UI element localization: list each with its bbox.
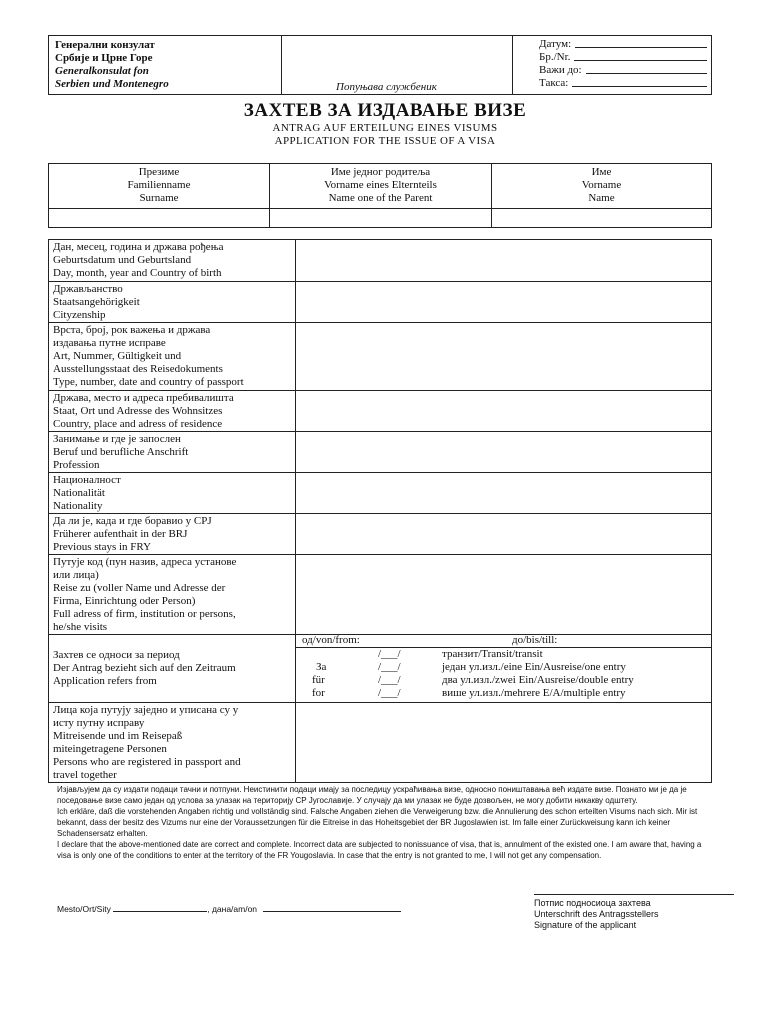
period-row-label [49,635,296,703]
row-label-line: Држављанство [53,283,123,295]
transit-option[interactable]: транзит/Transit/transit [442,648,543,660]
period-options [296,635,712,703]
visiting-row-label [49,555,296,635]
one-entry-option[interactable]: један ул.изл./eine Ein/Ausreise/one entry [442,661,626,673]
row-label-line: или лица) [53,569,99,581]
double-entry-option[interactable]: два ул.изл./zwei Ein/Ausreise/double entry [442,674,634,686]
surname-label-sr: Презиме [138,166,180,178]
profession-input[interactable] [296,432,712,473]
date-mark[interactable]: /___/ [378,674,401,686]
form-title: ЗАХТЕВ ЗА ИЗДАВАЊЕ ВИЗЕ [243,100,527,121]
multiple-entry-option[interactable]: више ул.изл./mehrere E/A/multiple entry [442,687,626,699]
surname-input[interactable] [49,209,270,228]
parent-name-label-en: Name one of the Parent [328,192,433,204]
passport-input[interactable] [296,323,712,391]
parent-name-header [270,164,492,209]
row-label-line: Früherer aufenthait in der BRJ [53,528,188,540]
row-label-line: miteingetragene Personen [53,743,167,755]
declaration-text [57,784,713,861]
signature-line[interactable] [534,894,734,895]
first-name-input[interactable] [492,209,712,228]
row-label-line: Захтев се односи за период [53,649,180,661]
surname-label-de: Familienname [127,179,191,191]
row-label-line: Да ли је, када и где боравио у СРЈ [53,515,212,527]
row-label-line: Mitreisende und im Reisepaß [53,730,183,742]
row-label-line: Cityzenship [53,309,106,321]
surname-label-en: Surname [139,192,179,204]
row-label-line: Држава, место и адреса пребивалишта [53,392,234,404]
parent-name-input[interactable] [270,209,492,228]
nationality-row-label [49,473,296,514]
citizenship-input[interactable] [296,282,712,323]
from-label: од/von/from: [302,634,360,646]
companions-row-label [49,703,296,783]
birth-input[interactable] [296,240,712,282]
row-label-line: Persons who are registered in passport and [53,756,241,768]
visiting-input[interactable] [296,555,712,635]
for-label: für [312,674,325,686]
first-name-label-sr: Име [591,166,612,178]
consulate-line: Generalkonsulat fon [55,65,149,77]
date-mark[interactable]: /___/ [378,687,401,699]
consulate-line: Србије и Црне Горе [55,52,153,64]
names-table [48,163,712,228]
row-label-line: издавања путне исправе [53,337,166,349]
row-label-line: Profession [53,459,100,471]
birth-row-label [49,240,296,282]
signature-label-de: Unterschrift des Antragsstellers [534,909,659,919]
for-label: for [312,687,325,699]
row-label-line: Country, place and adress of residence [53,418,223,430]
row-label-line: Путује код (пун назив, адреса установе [53,556,237,568]
valid-until-label: Важи до: [539,64,582,76]
fee-label: Такса: [539,77,569,89]
date-input[interactable] [263,902,401,912]
row-label-line: Занимање и где је запослен [53,433,181,445]
row-label-line: Reise zu (voller Name und Adresse der [53,582,226,594]
citizenship-row-label [49,282,296,323]
row-label-line: Previous stays in FRY [53,541,152,553]
row-label-line: Geburtsdatum und Geburtsland [53,254,192,266]
date-field-label: Датум: [539,38,572,50]
header-box [48,35,712,95]
row-label-line: Der Antrag bezieht sich auf den Zeitraum [53,662,236,674]
passport-row-label [49,323,296,391]
row-label-line: Application refers from [53,675,157,687]
row-label-line: Day, month, year and Country of birth [53,267,222,279]
declaration-english: I declare that the above-mentioned date are correct and complete. Incorrect data are subjected to nonissuance of visa, that is, annulment of the existed one. I am aware that, having a visa is only one of the conditions to enter at the territory of the FR Yougoslavia. In case that the entry is not granted to me, I will not get any compensation. [57,840,702,860]
row-label-line: Art, Nummer, Gültigkeit und [53,350,182,362]
place-input[interactable] [113,902,207,912]
official-use-note: Попуњава службеник [336,81,437,93]
companions-input[interactable] [296,703,712,783]
first-name-label-en: Name [588,192,615,204]
previous-stays-row-label [49,514,296,555]
row-label-line: Дан, месец, година и држава рођења [53,241,224,253]
number-field-label: Бр./Nr. [539,51,571,63]
row-label-line: Националност [53,474,121,486]
row-label-line: he/she visits [53,621,108,633]
row-label-line: Лица која путују заједно и уписана су у [53,704,239,716]
row-label-line: Staat, Ort und Adresse des Wohnsitzes [53,405,223,417]
parent-name-label-de: Vorname eines Elternteils [324,179,437,191]
signature-label-en: Signature of the applicant [534,920,637,930]
fee-line[interactable] [572,77,707,87]
parent-name-label-sr: Име једног родитеља [330,166,431,178]
consulate-line: Генерални конзулат [55,39,155,51]
row-label-line: Full adress of firm, institution or persons, [53,608,236,620]
signature-block [534,894,734,931]
row-label-line: Beruf und berufliche Anschrift [53,446,189,458]
date-mark[interactable]: /___/ [378,648,401,660]
residence-input[interactable] [296,391,712,432]
form-title-german: ANTRAG AUF ERTEILUNG EINES VISUMS [272,122,498,134]
nationality-input[interactable] [296,473,712,514]
row-label-line: Врста, број, рок важења и држава [53,324,211,336]
row-label-line: Ausstellungsstaat des Reisedokuments [53,363,223,375]
date-label: , дана/am/on [207,904,258,914]
signature-label-sr: Потпис подносиоца захтева [534,898,651,908]
form-title-english: APPLICATION FOR THE ISSUE OF A VISA [274,135,496,147]
date-mark[interactable]: /___/ [378,661,401,673]
row-label-line: travel together [53,769,117,781]
consulate-line: Serbien und Montenegro [55,78,169,90]
surname-header [49,164,270,209]
row-label-line: Nationality [53,500,103,512]
row-label-line: Firma, Einrichtung oder Person) [53,595,196,607]
row-label-line: Staatsangehörigkeit [53,296,140,308]
declaration-german: Ich erkläre, daß die vorstehenden Angaben richtig und vollständig sind. Falsche Angaben ziehen die Verweigerung bzw. die Annulierung des schon erteilten Visums nach sich. Mir ist bekannt, dass der besitz des Vizums nur eine der Voraussetzungen für die Eitreise in das Hoheitsgebiet der BR Jugoslawien ist. Im falle einer Zurückweisung kann ich keiner Schadensersatz erhalten. [57,807,698,838]
place-label: Mesto/Ort/Sity [57,904,111,914]
number-field-line[interactable] [574,51,707,61]
profession-row-label [49,432,296,473]
valid-until-line[interactable] [586,64,707,74]
row-label-line: Type, number, date and country of passport [53,376,244,388]
declaration-serbian: Изјављујем да су издати подаци тачни и потпуни. Неистинити подаци имају за последицу ускраћивања визе, односно поништавања већ издате визе. Познато ми је да је поседовање визе само један од услова за улазак на територију СР Југославије. У случају да ми улазак не буде дозвољен, не могу добити никакву одштету. [57,785,687,805]
row-label-line: Nationalität [53,487,105,499]
residence-row-label [49,391,296,432]
till-label: до/bis/till: [512,634,558,646]
date-field-line[interactable] [575,38,707,48]
first-name-header [492,164,712,209]
first-name-label-de: Vorname [581,179,622,191]
for-label: За [316,661,327,673]
form-title-block [0,100,770,148]
applicant-details-table [48,239,712,783]
official-use-box [282,36,513,95]
row-label-line: исту путну исправу [53,717,145,729]
consulate-block [49,36,282,95]
registry-fields [513,36,712,95]
previous-stays-input[interactable] [296,514,712,555]
place-date-line [57,902,401,914]
